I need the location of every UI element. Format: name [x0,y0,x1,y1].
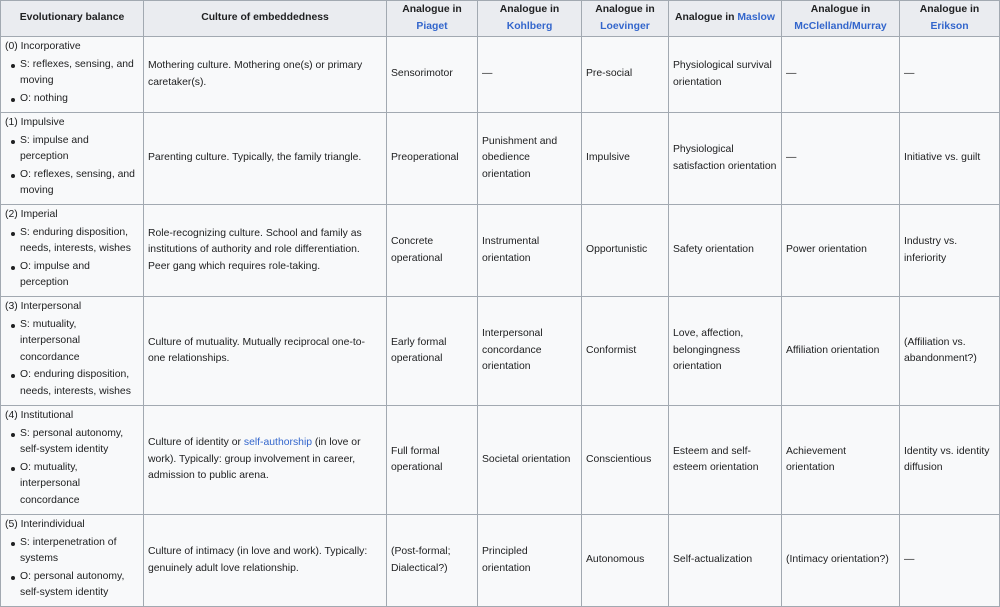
loevinger-cell: Impulsive [582,113,669,205]
subject-item: S: reflexes, sensing, and moving [11,57,139,90]
balance-list [5,535,139,602]
kohlberg-cell: Punishment and obedience orientation [478,113,582,205]
erikson-cell: (Affiliation vs. abandonment?) [900,297,1000,406]
subject-item: S: impulse and perception [11,133,139,166]
balance-title: (1) Impulsive [5,117,65,128]
kohlberg-cell: Societal orientation [478,406,582,515]
balance-title: (3) Interpersonal [5,301,82,312]
piaget-cell: Preoperational [387,113,478,205]
balance-title: (5) Interindividual [5,519,85,530]
object-item: O: mutuality, interpersonal concordance [11,460,139,510]
subject-item: S: mutuality, interpersonal concordance [11,317,139,367]
mcclelland-cell: Achievement orientation [782,406,900,515]
culture-cell: Culture of mutuality. Mutually reciprocal one-to-one relationships. [144,297,387,406]
table-row [1,515,1000,607]
erikson-link[interactable]: Erikson [930,20,969,32]
object-item: O: nothing [11,91,139,108]
object-item: O: reflexes, sensing, and moving [11,167,139,200]
maslow-cell: Love, affection, belongingness orientation [669,297,782,406]
piaget-cell: Early formal operational [387,297,478,406]
header-erikson-prefix: Analogue in [919,4,980,15]
mcclelland-cell: Affiliation orientation [782,297,900,406]
loevinger-cell: Pre-social [582,37,669,113]
culture-text-after: (in love or work). Typically: group involvement in career, admission to public arena. [148,437,361,482]
subject-item: S: interpenetration of systems [11,535,139,568]
erikson-cell: Initiative vs. guilt [900,113,1000,205]
header-balance-label: Evolutionary balance [19,12,125,24]
balance-cell [1,113,144,205]
balance-list [5,426,139,510]
header-kohlberg-prefix: Analogue in [499,4,560,15]
maslow-cell: Esteem and self-esteem orientation [669,406,782,515]
table-row [1,297,1000,406]
piaget-cell: Sensorimotor [387,37,478,113]
balance-cell [1,515,144,607]
balance-list [5,133,139,200]
maslow-cell: Physiological survival orientation [669,37,782,113]
loevinger-cell: Conformist [582,297,669,406]
header-mcclelland [782,1,900,37]
object-item: O: personal autonomy, self-system identity [11,569,139,602]
header-culture-label: Culture of embeddedness [201,12,329,24]
header-piaget-prefix: Analogue in [402,4,462,15]
header-loevinger-prefix: Analogue in [595,4,655,15]
table-row [1,406,1000,515]
balance-cell [1,406,144,515]
erikson-cell: Industry vs. inferiority [900,205,1000,297]
mcclelland-cell: Power orientation [782,205,900,297]
piaget-cell: Full formal operational [387,406,478,515]
balance-list [5,225,139,292]
header-loevinger [582,1,669,37]
header-mcclelland-prefix: Analogue in [810,4,871,15]
maslow-cell: Self-actualization [669,515,782,607]
maslow-link[interactable]: Maslow [737,12,775,24]
subject-item: S: personal autonomy, self-system identity [11,426,139,459]
subject-item: S: enduring disposition, needs, interests, wishes [11,225,139,258]
header-maslow-prefix: Analogue in [675,12,735,24]
kohlberg-link[interactable]: Kohlberg [506,20,553,32]
header-erikson [900,1,1000,37]
balance-title: (2) Imperial [5,209,58,220]
loevinger-link[interactable]: Loevinger [600,20,650,32]
mcclelland-cell: (Intimacy orientation?) [782,515,900,607]
kohlberg-cell: Interpersonal concordance orientation [478,297,582,406]
piaget-cell: (Post-formal; Dialectical?) [387,515,478,607]
balance-cell [1,205,144,297]
culture-cell: Role-recognizing culture. School and family as institutions of authority and role differentiation. Peer gang which requires role-taking. [144,205,387,297]
mcclelland-cell: — [782,37,900,113]
maslow-cell: Physiological satisfaction orientation [669,113,782,205]
balance-cell [1,37,144,113]
table-row [1,205,1000,297]
loevinger-cell: Conscientious [582,406,669,515]
header-piaget [387,1,478,37]
header-kohlberg [478,1,582,37]
culture-text-before: Culture of identity or [148,437,244,449]
loevinger-cell: Opportunistic [582,205,669,297]
header-maslow [669,1,782,37]
erikson-cell: — [900,515,1000,607]
object-item: O: impulse and perception [11,259,139,292]
header-balance [1,1,144,37]
culture-cell [144,406,387,515]
balance-cell [1,297,144,406]
balance-list [5,57,139,108]
culture-cell: Culture of intimacy (in love and work). Typically: genuinely adult love relationship. [144,515,387,607]
piaget-link[interactable]: Piaget [416,20,448,32]
header-culture [144,1,387,37]
kohlberg-cell: Principled orientation [478,515,582,607]
self-authorship-link[interactable]: self-authorship [243,437,313,449]
table-row [1,113,1000,205]
culture-cell: Mothering culture. Mothering one(s) or primary caretaker(s). [144,37,387,113]
piaget-cell: Concrete operational [387,205,478,297]
culture-cell: Parenting culture. Typically, the family triangle. [144,113,387,205]
kohlberg-cell: — [478,37,582,113]
table-row [1,37,1000,113]
balance-list [5,317,139,401]
maslow-cell: Safety orientation [669,205,782,297]
erikson-cell: — [900,37,1000,113]
erikson-cell: Identity vs. identity diffusion [900,406,1000,515]
kohlberg-cell: Instrumental orientation [478,205,582,297]
balance-title: (0) Incorporative [5,41,81,52]
mcclelland-murray-link[interactable]: McClelland/Murray [794,20,887,32]
balance-title: (4) Institutional [5,410,74,421]
mcclelland-cell: — [782,113,900,205]
header-row [1,1,1000,37]
object-item: O: enduring disposition, needs, interests, wishes [11,367,139,400]
loevinger-cell: Autonomous [582,515,669,607]
